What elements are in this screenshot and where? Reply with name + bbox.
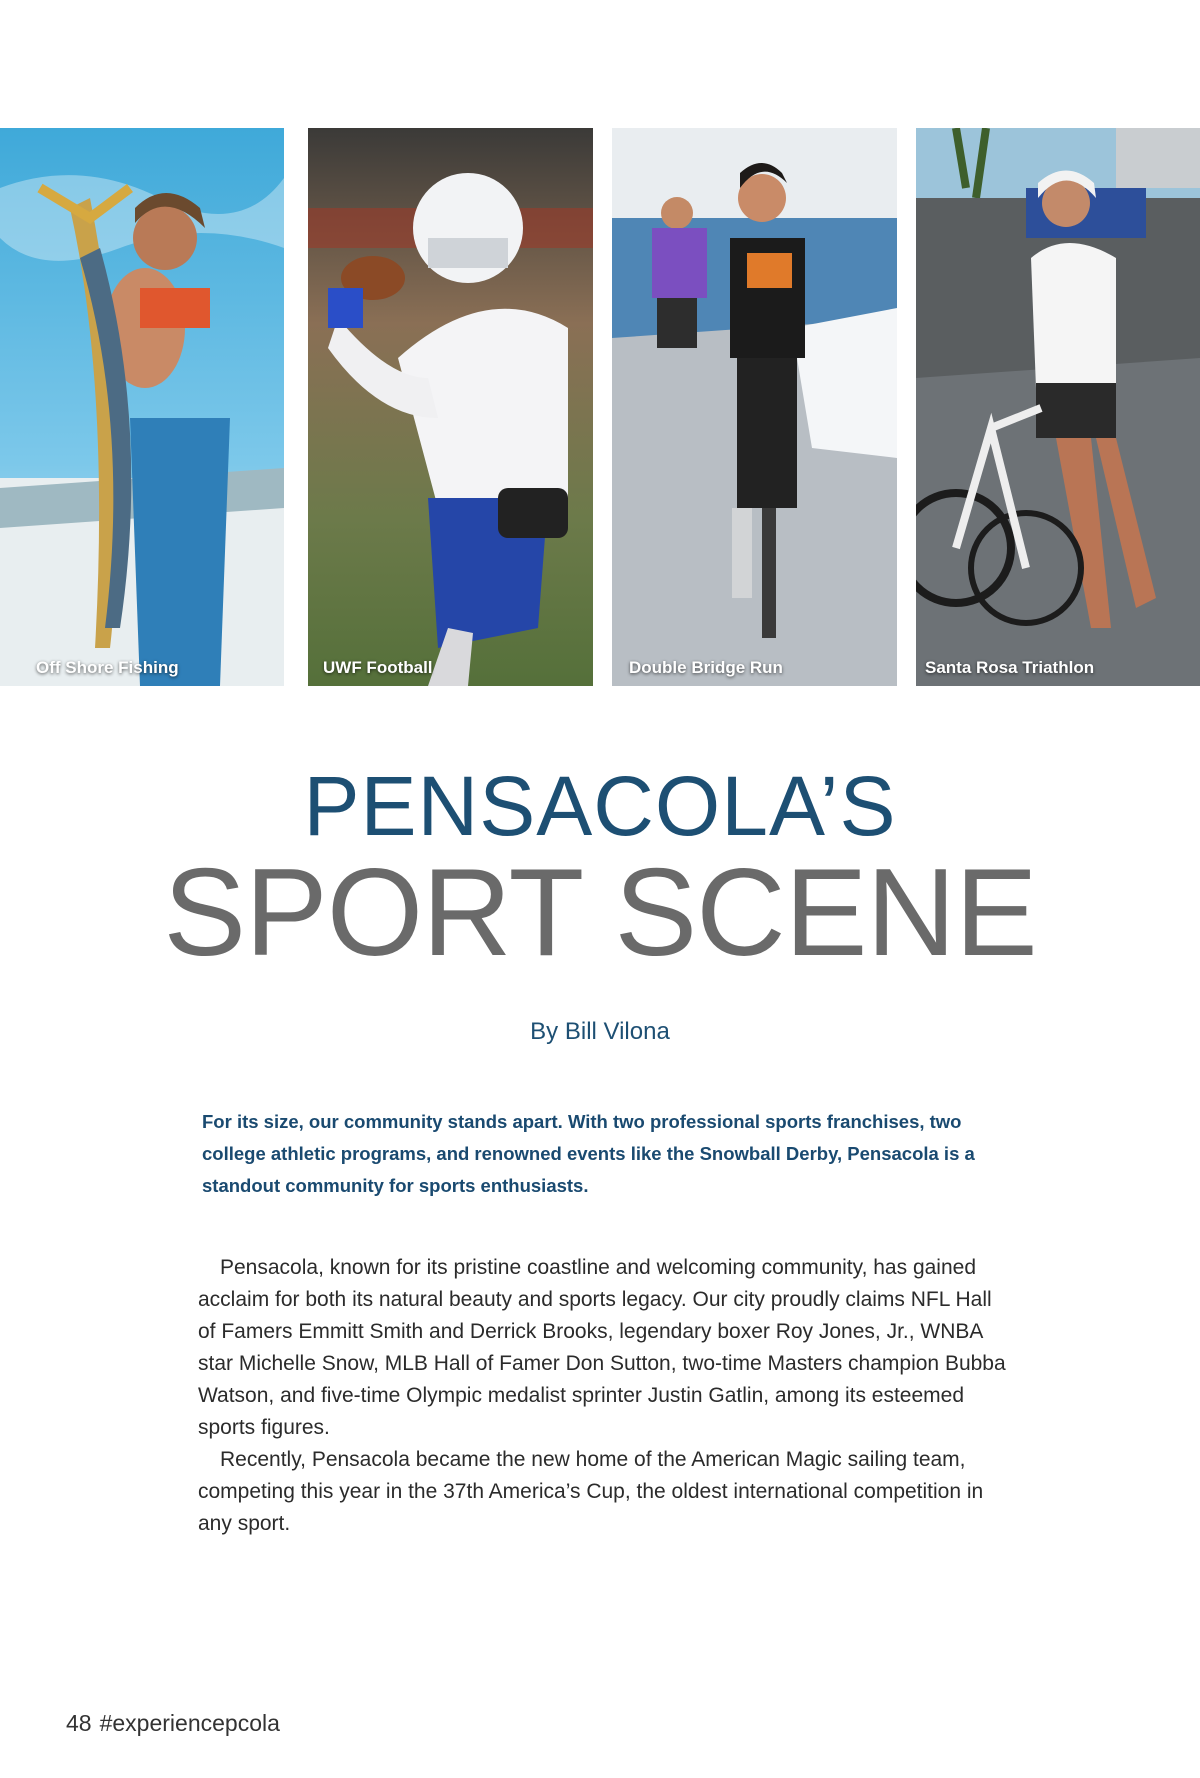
photo-uwf-football [308,128,593,686]
photo-strip [0,128,1200,686]
lede-paragraph: For its size, our community stands apart. With two professional sports franchises, two college athletic programs, and renowned events like the Snowball Derby, Pensacola is a standout community for sports enthusiasts. [202,1111,975,1196]
page-number: 48 [66,1710,92,1736]
photo-caption: Off Shore Fishing [36,658,179,677]
title-line-1: PENSACOLA’S [303,759,897,853]
fishing-photo-image [0,128,284,686]
title-line-2: SPORT SCENE [163,844,1037,982]
byline: By Bill Vilona [530,1018,670,1045]
run-photo-image [612,128,897,686]
footer-hashtag: #experiencepcola [99,1710,280,1736]
football-photo-image [308,128,593,686]
body-paragraph: Pensacola, known for its pristine coastline and welcoming community, has gained acclaim for both its natural beauty and sports legacy. Our city proudly claims NFL Hall of Famers Emmitt Smith and Derrick Brooks, legendary boxer Roy Jones, Jr., WNBA star Michelle Snow, MLB Hall of Famer Don Sutton, two-time Masters champion Bubba Watson, and five-time Olympic medalist sprinter Justin Gatlin, among its esteemed sports figures. [198,1256,1006,1439]
photo-caption: Santa Rosa Triathlon [925,658,1095,677]
page-footer [66,1710,288,1737]
body-paragraph: Recently, Pensacola became the new home of the American Magic sailing team, competing this year in the 37th America’s Cup, the oldest international competition in any sport. [198,1448,984,1535]
photo-offshore-fishing [0,128,284,686]
triathlon-photo-image [916,128,1200,686]
photo-caption: Double Bridge Run [629,658,783,677]
photo-santa-rosa-triathlon [916,128,1200,686]
photo-double-bridge-run [612,128,897,686]
photo-caption: UWF Football [323,658,433,677]
article-body [198,1252,1006,1540]
